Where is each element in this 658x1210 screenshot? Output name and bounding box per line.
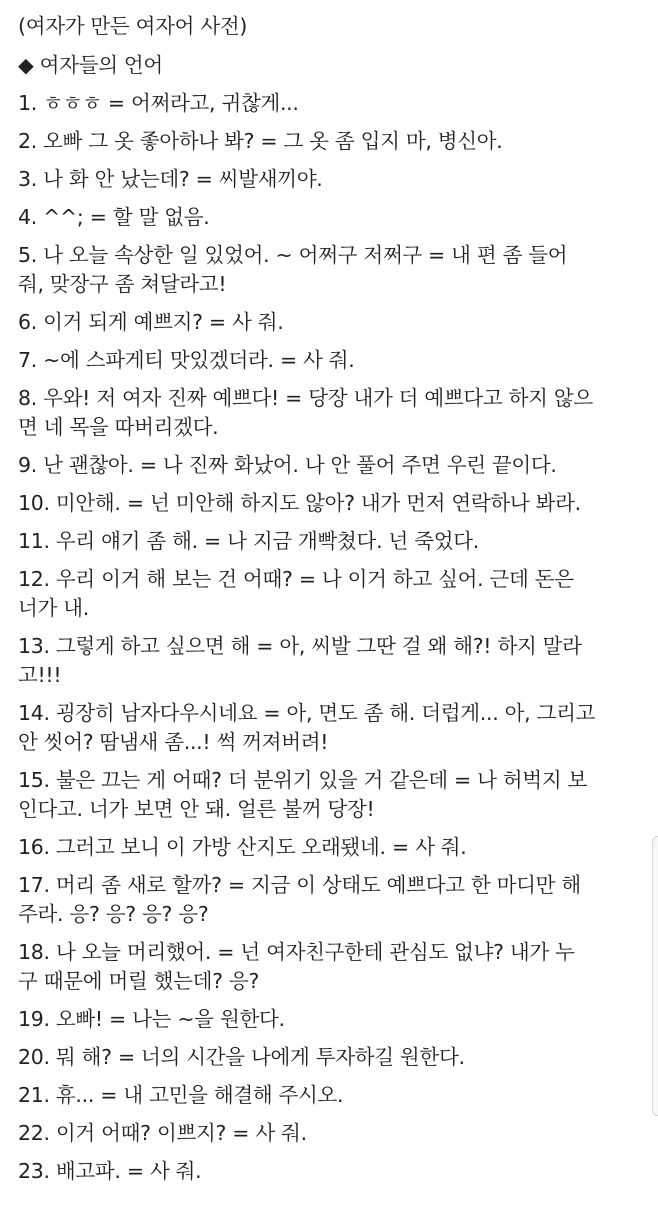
list-item <box>18 384 648 442</box>
document-body <box>18 12 648 1195</box>
list-item <box>18 241 648 299</box>
list-item <box>18 346 648 375</box>
list-item-text: 9. 난 괜찮아. = 나 진짜 화났어. 나 안 풀어 주면 우린 끝이다. <box>18 453 557 477</box>
list-item <box>18 308 648 337</box>
list-item-text: 15. 불은 끄는 게 어때? 더 분위기 있을 거 같은데 = 나 허벅지 보 <box>18 768 588 792</box>
list-item-text: 3. 나 화 안 났는데? = 씨발새끼야. <box>18 167 323 191</box>
list-item <box>18 871 648 929</box>
list-item-text: 12. 우리 이거 해 보는 건 어때? = 나 이거 하고 싶어. 근데 돈은 <box>18 567 574 591</box>
list-item <box>18 766 648 824</box>
list-item-text: 너가 내. <box>18 596 89 620</box>
list-item <box>18 127 648 156</box>
list-item-text: 2. 오빠 그 옷 좋아하나 봐? = 그 옷 좀 입지 마, 병신아. <box>18 129 503 153</box>
list-item-text: 4. ^^; = 할 말 없음. <box>18 205 210 229</box>
document-title: (여자가 만든 여자어 사전) <box>18 14 248 38</box>
list-item-text: 1. ㅎㅎㅎ = 어쩌라고, 귀찮게... <box>18 91 299 115</box>
list-item <box>18 632 648 690</box>
list-item-text: 23. 배고파. = 사 줘. <box>18 1159 202 1183</box>
list-item <box>18 699 648 757</box>
list-item <box>18 1119 648 1148</box>
list-item-text: 22. 이거 어때? 이쁘지? = 사 줘. <box>18 1121 307 1145</box>
list-item-text: 14. 굉장히 남자다우시네요 = 아, 면도 좀 해. 더럽게... 아, 그리고 <box>18 701 596 725</box>
list-item <box>18 1005 648 1034</box>
list-item-text: 11. 우리 얘기 좀 해. = 나 지금 개빡쳤다. 넌 죽었다. <box>18 529 479 553</box>
list-item-text: 19. 오빠! = 나는 ~을 원한다. <box>18 1007 285 1031</box>
list-item <box>18 833 648 862</box>
list-item-text: 17. 머리 좀 새로 할까? = 지금 이 상태도 예쁘다고 한 마디만 해 <box>18 873 581 897</box>
list-item-text: 18. 나 오늘 머리했어. = 넌 여자친구한테 관심도 없냐? 내가 누 <box>18 940 575 964</box>
list-item <box>18 89 648 118</box>
list-item-text: 안 씻어? 땀냄새 좀...! 썩 꺼져버려! <box>18 730 329 754</box>
list-item-text: 구 때문에 머릴 했는데? 응? <box>18 969 260 993</box>
list-item-text: 21. 휴... = 내 고민을 해결해 주시오. <box>18 1083 344 1107</box>
list-item <box>18 527 648 556</box>
list-item-text: 6. 이거 되게 예쁘지? = 사 줘. <box>18 310 284 334</box>
list-item <box>18 489 648 518</box>
list-item-text: 5. 나 오늘 속상한 일 있었어. ~ 어쩌구 저쩌구 = 내 편 좀 들어 <box>18 243 568 267</box>
list-item-text: 주라. 응? 응? 응? 응? <box>18 902 209 926</box>
list-item-text: 고!!! <box>18 663 62 687</box>
dictionary-list <box>18 89 648 1186</box>
list-item-text: 8. 우와! 저 여자 진짜 예쁘다! = 당장 내가 더 예쁘다고 하지 않으 <box>18 386 593 410</box>
list-item <box>18 565 648 623</box>
list-item <box>18 1157 648 1186</box>
section-heading: ◆ 여자들의 언어 <box>18 53 163 77</box>
list-item-text: 13. 그렇게 하고 싶으면 해 = 아, 씨발 그딴 걸 왜 해?! 하지 말라 <box>18 634 582 658</box>
scrollbar[interactable] <box>652 836 658 1116</box>
list-item <box>18 938 648 996</box>
list-item-text: 20. 뭐 해? = 너의 시간을 나에게 투자하길 원한다. <box>18 1045 465 1069</box>
list-item <box>18 1081 648 1110</box>
list-item-text: 16. 그러고 보니 이 가방 산지도 오래됐네. = 사 줘. <box>18 835 467 859</box>
list-item-text: 10. 미안해. = 넌 미안해 하지도 않아? 내가 먼저 연락하나 봐라. <box>18 491 581 515</box>
list-item <box>18 203 648 232</box>
list-item-text: 인다고. 너가 보면 안 돼. 얼른 불꺼 당장! <box>18 797 375 821</box>
list-item <box>18 1043 648 1072</box>
list-item-text: 줘, 맞장구 좀 쳐달라고! <box>18 272 227 296</box>
list-item <box>18 451 648 480</box>
list-item <box>18 165 648 194</box>
list-item-text: 7. ~에 스파게티 맛있겠더라. = 사 줘. <box>18 348 355 372</box>
list-item-text: 면 네 목을 따버리겠다. <box>18 415 219 439</box>
